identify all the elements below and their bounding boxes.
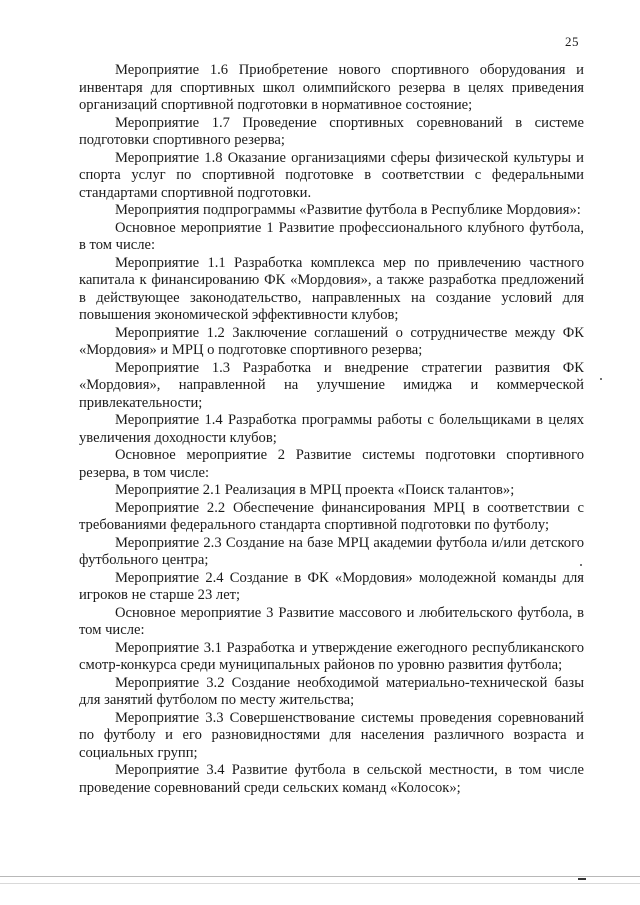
paragraph: Мероприятие 1.3 Разработка и внедрение стратегии развития ФК «Мордовия», направленной на улучшение имиджа и коммерческой привлекательности; (79, 359, 584, 411)
paragraph: Мероприятие 3.2 Создание необходимой материально-технической базы для занятий футболом по месту жительства; (79, 674, 584, 708)
paragraph: Основное мероприятие 2 Развитие системы подготовки спортивного резерва, в том числе: (79, 447, 584, 481)
paragraph: Мероприятие 2.3 Создание на базе МРЦ академии футбола и/или детского футбольного центра; (79, 534, 584, 568)
scan-speck (580, 564, 582, 566)
paragraph: Мероприятия подпрограммы «Развитие футбола в Республике Мордовия»: (115, 202, 581, 218)
paragraph: Основное мероприятие 1 Развитие профессионального клубного футбола, в том числе: (79, 219, 584, 253)
paragraph: Основное мероприятие 3 Развитие массового и любительского футбола, в том числе: (79, 604, 584, 638)
paragraph: Мероприятие 3.4 Развитие футбола в сельской местности, в том числе проведение соревнований среди сельских команд «Колосок»; (79, 762, 584, 796)
scan-speck (600, 378, 602, 380)
paragraph: Мероприятие 2.4 Создание в ФК «Мордовия» молодежной команды для игроков не старше 23 лет; (79, 569, 584, 603)
paragraph: Мероприятие 2.2 Обеспечение финансирования МРЦ в соответствии с требованиями федерального стандарта спортивной подготовки по футболу; (79, 499, 584, 533)
scan-mark (578, 878, 586, 880)
paragraph: Мероприятие 1.1 Разработка комплекса мер по привлечению частного капитала к финансированию ФК «Мордовия», а также разработка предложений в действующее законодательство, направленных на создание условий для повышения экономической эффективности клубов; (79, 254, 584, 323)
paragraph: Мероприятие 3.1 Разработка и утверждение ежегодного республиканского смотр-конкурса среди муниципальных районов по уровню развития футбола; (79, 639, 584, 673)
scan-edge-line (0, 876, 640, 884)
paragraph: Мероприятие 3.3 Совершенствование системы проведения соревнований по футболу и его разновидностями для населения различного возраста и социальных групп; (79, 709, 584, 761)
paragraph: Мероприятие 1.2 Заключение соглашений о сотрудничестве между ФК «Мордовия» и МРЦ о подготовке спортивного резерва; (79, 324, 584, 358)
document-body (79, 62, 584, 797)
paragraph: Мероприятие 2.1 Реализация в МРЦ проекта «Поиск талантов»; (115, 482, 515, 498)
paragraph: Мероприятие 1.6 Приобретение нового спортивного оборудования и инвентаря для спортивных школ олимпийского резерва в целях приведения организаций спортивной подготовки в нормативное состояние; (79, 62, 584, 113)
paragraph: Мероприятие 1.4 Разработка программы работы с болельщиками в целях увеличения доходности клубов; (79, 412, 584, 446)
paragraph: Мероприятие 1.8 Оказание организациями сферы физической культуры и спорта услуг по спортивной подготовке в соответствии с федеральными стандартами спортивной подготовки. (79, 149, 584, 201)
paragraph: Мероприятие 1.7 Проведение спортивных соревнований в системе подготовки спортивного резерва; (79, 114, 584, 148)
page-number: 25 (565, 34, 579, 49)
